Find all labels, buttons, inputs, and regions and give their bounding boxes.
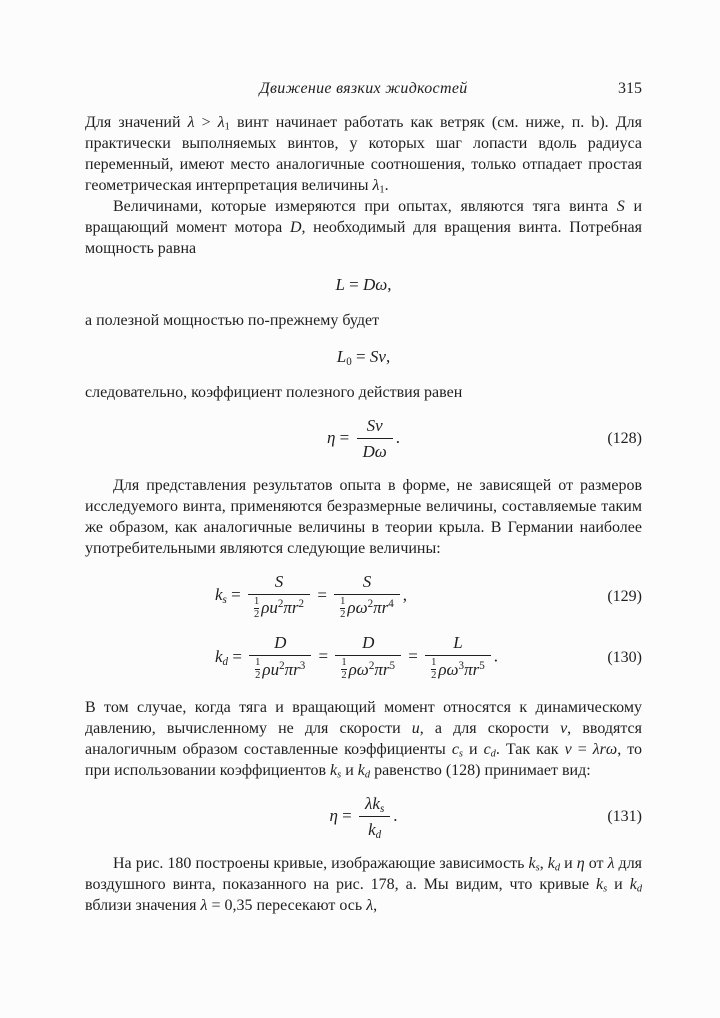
equation-lead: $k_d$ = — [215, 646, 247, 668]
equation-useful-power: $L_0 = Sv$, — [336, 347, 391, 368]
equation-tail: . — [393, 806, 398, 826]
equation-lead: η = — [329, 806, 357, 826]
equation-number: (129) — [607, 587, 642, 605]
page-header — [85, 78, 642, 99]
equation-tail: . — [493, 646, 498, 666]
fraction — [335, 632, 401, 683]
fraction — [357, 415, 393, 463]
paragraph-6: В том случае, когда тяга и вращающий момент относятся к динамическому давлению, вычисленному не для скорости u, а для скорости v, вводятся аналогичным образом составленные коэффициенты $c_s$ и $c_d$. Так как v = λrω, то при использовании коэффициентов $k_s$ и $k_d$ равенство (128) принимает вид: — [85, 699, 643, 781]
equation-128 — [85, 415, 642, 463]
equation-number: (128) — [607, 430, 642, 447]
equation-lead: η = — [326, 427, 354, 447]
paragraph-7: На рис. 180 построены кривые, изображающие зависимость $k_s$, $k_d$ и η от λ для воздушного винта, показанного на рис. 178, а. Мы видим, что кривые $k_s$ и $k_d$ вблизи значения λ = 0,35 пересекают ось λ, — [85, 855, 643, 915]
fraction-numerator: S — [362, 572, 372, 591]
fraction — [249, 632, 311, 683]
fraction-denominator: $\frac{1}{2}$ $\rho u^2\pi r^2$ — [248, 594, 310, 622]
equation-129 — [85, 571, 642, 622]
equation-131 — [85, 793, 642, 841]
fraction-numerator: D — [274, 633, 287, 653]
page-content — [85, 0, 642, 916]
fraction-denominator: $\frac{1}{2}$ $\rho\omega^2\pi r^4$ — [334, 594, 400, 622]
running-title: Движение вязких жидкостей — [259, 80, 468, 97]
equation-number: (130) — [607, 648, 642, 666]
equation-130 — [85, 632, 642, 683]
fraction-denominator: Dω — [357, 438, 393, 463]
equation-power: L = Dω, — [335, 275, 392, 294]
equals-sign: = — [404, 646, 423, 666]
equation-tail: . — [395, 427, 401, 447]
fraction-denominator: $\frac{1}{2}$ $\rho u^2\pi r^3$ — [249, 655, 311, 683]
equals-sign: = — [313, 585, 332, 605]
fraction-numerator: Sv — [366, 416, 383, 435]
fraction-denominator: $k_d$ — [359, 816, 390, 841]
one-half-fraction: $\frac{1}{2}$ — [341, 657, 347, 682]
fraction-denominator: $\frac{1}{2}$ $\rho\omega^2\pi r^5$ — [335, 655, 401, 683]
fraction-numerator: S — [274, 572, 284, 591]
fraction-numerator: D — [362, 633, 375, 653]
fraction-numerator: L — [453, 633, 463, 653]
paragraph-1: Для значений $\lambda > \lambda_1$ винт начинает работать как ветряк (см. ниже, п. b). Для практически выполняемых винтов, у которых шаг лопасти вдоль радиуса переменный, имеют место аналогичные соотношения, только отпадает простая геометрическая интерпретация величины $\lambda_1$. — [85, 114, 642, 196]
one-half-fraction: $\frac{1}{2}$ — [340, 596, 346, 621]
equals-sign: = — [314, 646, 333, 666]
paragraph-5: Для представления результатов опыта в форме, не зависящей от размеров исследуемого винта, применяются безразмерные величины, составляемые таким же образом, как аналогичные величины в теории крыла. В Германии наиболее употребительными являются следующие величины: — [85, 477, 642, 557]
equation-group-129-130 — [85, 571, 642, 683]
one-half-fraction: $\frac{1}{2}$ — [255, 657, 261, 682]
one-half-fraction: $\frac{1}{2}$ — [253, 596, 260, 621]
fraction — [425, 632, 491, 683]
fraction-denominator: $\frac{1}{2}$ $\rho\omega^3\pi r^5$ — [425, 655, 491, 683]
fraction — [248, 571, 310, 622]
equation-number: (131) — [607, 808, 642, 826]
fraction-numerator: $\lambda k_s$ — [365, 794, 385, 815]
equation-tail: , — [402, 585, 408, 605]
fraction — [334, 571, 400, 622]
equation-lead: $k_s$ = — [215, 585, 245, 607]
paragraph-3: а полезной мощностью по-прежнему будет — [85, 312, 380, 329]
one-half-fraction: $\frac{1}{2}$ — [431, 657, 437, 682]
fraction — [359, 793, 390, 841]
paragraph-4: следовательно, коэффициент полезного действия равен — [85, 384, 463, 401]
paragraph-2: Величинами, которые измеряются при опытах, являются тяга винта S и вращающий момент мотора D, необходимый для вращения винта. Потребная мощность равна — [85, 198, 643, 257]
page-number: 315 — [618, 80, 642, 97]
